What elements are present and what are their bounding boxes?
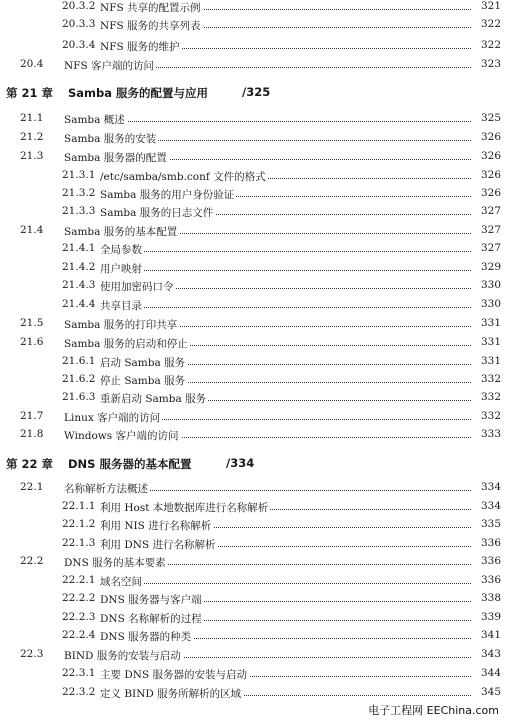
page-number: 321 xyxy=(480,0,501,12)
page-number: 322 xyxy=(480,18,501,30)
page-number: 339 xyxy=(480,611,501,623)
section-title: 域名空间 xyxy=(100,576,142,588)
page-number: 330 xyxy=(480,298,501,310)
chapter-heading xyxy=(0,81,505,101)
toc-subsection-entry[interactable] xyxy=(0,352,505,370)
toc-subsection-entry[interactable] xyxy=(0,515,505,533)
section-title: BIND 服务的安装与启动 xyxy=(64,650,181,662)
section-number: 21.8 xyxy=(20,428,44,440)
section-title: 用户映射 xyxy=(100,263,142,275)
chapter-label: 第 22 章 xyxy=(6,457,54,471)
watermark: 电子工程网 EEChina.com xyxy=(368,704,499,717)
section-number: 21.6 xyxy=(20,336,44,348)
section-number: 20.3.3 xyxy=(62,18,96,30)
section-number: 22.1.2 xyxy=(62,518,96,530)
section-title: 利用 NIS 进行名称解析 xyxy=(100,520,212,532)
chapter-heading xyxy=(0,452,505,472)
section-title: 定义 BIND 服务所解析的区域 xyxy=(100,688,242,700)
toc-section-entry[interactable] xyxy=(0,314,505,332)
chapter-title: DNS 服务器的基本配置 xyxy=(68,457,192,471)
section-number: 21.4.2 xyxy=(62,261,96,273)
section-title: NFS 服务的维护 xyxy=(100,41,180,53)
dot-leader xyxy=(100,307,471,308)
toc-section-entry[interactable] xyxy=(0,425,505,443)
section-title: 重新启动 Samba 服务 xyxy=(100,393,207,405)
section-title: 启动 Samba 服务 xyxy=(100,357,186,369)
toc-section-entry[interactable] xyxy=(0,128,505,146)
toc-subsection-entry[interactable] xyxy=(0,683,505,701)
page-number: 330 xyxy=(480,279,501,291)
toc-subsection-entry[interactable] xyxy=(0,497,505,515)
section-title: Samba 服务的日志文件 xyxy=(100,207,214,219)
section-title: NFS 客户端的访问 xyxy=(64,60,155,72)
page-number: 333 xyxy=(480,428,501,440)
toc-subsection-entry[interactable] xyxy=(0,571,505,589)
page-number: 327 xyxy=(480,205,501,217)
section-number: 20.4 xyxy=(20,58,44,70)
section-number: 21.6.2 xyxy=(62,373,96,385)
section-number: 22.2.1 xyxy=(62,574,96,586)
section-number: 21.4.1 xyxy=(62,242,96,254)
section-number: 22.3.2 xyxy=(62,686,96,698)
section-number: 22.3 xyxy=(20,648,44,660)
page-number: 341 xyxy=(480,629,501,641)
section-number: 22.1.1 xyxy=(62,500,96,512)
section-title: Samba 服务的用户身份验证 xyxy=(100,189,235,201)
section-number: 21.2 xyxy=(20,131,44,143)
section-title: 利用 DNS 进行名称解析 xyxy=(100,539,216,551)
chapter-label: 第 21 章 xyxy=(6,86,54,100)
section-title: NFS 共享的配置示例 xyxy=(100,2,201,14)
toc-subsection-entry[interactable] xyxy=(0,36,505,54)
page-number: 327 xyxy=(480,242,501,254)
toc-subsection-entry[interactable] xyxy=(0,184,505,202)
page-number: 325 xyxy=(480,112,501,124)
section-title: 使用加密码口令 xyxy=(100,281,174,293)
page-number: 326 xyxy=(480,131,501,143)
section-title: Samba 服务的基本配置 xyxy=(64,226,178,238)
section-number: 21.3.3 xyxy=(62,205,96,217)
section-number: 21.4.3 xyxy=(62,279,96,291)
toc-subsection-entry[interactable] xyxy=(0,276,505,294)
section-number: 20.3.4 xyxy=(62,39,96,51)
page-number: 335 xyxy=(480,518,501,530)
page-number: 332 xyxy=(480,410,501,422)
section-title: Samba 服务的打印共享 xyxy=(64,319,178,331)
page-number: 326 xyxy=(480,150,501,162)
page-number: 332 xyxy=(480,373,501,385)
page-number: 329 xyxy=(480,261,501,273)
page-number: 334 xyxy=(480,500,501,512)
toc-section-entry[interactable] xyxy=(0,147,505,165)
page-number: 345 xyxy=(480,686,501,698)
section-title: 全局参数 xyxy=(100,244,142,256)
section-number: 21.3.2 xyxy=(62,187,96,199)
section-number: 20.3.2 xyxy=(62,0,96,12)
toc-subsection-entry[interactable] xyxy=(0,202,505,220)
section-title: Samba 概述 xyxy=(64,114,125,126)
toc-subsection-entry[interactable] xyxy=(0,589,505,607)
page-number: 344 xyxy=(480,667,501,679)
toc-section-entry[interactable] xyxy=(0,333,505,351)
dot-leader xyxy=(100,251,471,252)
page-number: 334 xyxy=(480,481,501,493)
toc-subsection-entry[interactable] xyxy=(0,295,505,313)
toc-section-entry[interactable] xyxy=(0,478,505,496)
page-number: 336 xyxy=(480,574,501,586)
page-number: 332 xyxy=(480,391,501,403)
section-title: Samba 服务的安装 xyxy=(64,133,157,145)
section-title: DNS 服务的基本要素 xyxy=(64,557,166,569)
section-title: 共享目录 xyxy=(100,300,142,312)
page-number: 331 xyxy=(480,355,501,367)
toc-subsection-entry[interactable] xyxy=(0,258,505,276)
toc-subsection-entry[interactable] xyxy=(0,534,505,552)
section-number: 21.7 xyxy=(20,410,44,422)
section-title: DNS 服务器的种类 xyxy=(100,631,192,643)
section-number: 21.3 xyxy=(20,150,44,162)
chapter-page: /325 xyxy=(242,85,271,99)
section-number: 21.1 xyxy=(20,112,44,124)
section-number: 22.1.3 xyxy=(62,537,96,549)
section-number: 22.3.1 xyxy=(62,667,96,679)
section-number: 22.2 xyxy=(20,555,44,567)
page-number: 336 xyxy=(480,537,501,549)
toc-subsection-entry[interactable] xyxy=(0,239,505,257)
toc-subsection-entry[interactable] xyxy=(0,166,505,184)
toc-section-entry[interactable] xyxy=(0,221,505,239)
section-title: Samba 服务的启动和停止 xyxy=(64,338,188,350)
toc-subsection-entry[interactable] xyxy=(0,0,505,15)
section-title: /etc/samba/smb.conf 文件的格式 xyxy=(100,171,266,183)
page-number: 336 xyxy=(480,555,501,567)
toc-subsection-entry[interactable] xyxy=(0,664,505,682)
page-number: 322 xyxy=(480,39,501,51)
toc-subsection-entry[interactable] xyxy=(0,608,505,626)
section-number: 22.1 xyxy=(20,481,44,493)
page-number: 331 xyxy=(480,317,501,329)
section-number: 22.2.4 xyxy=(62,629,96,641)
page-number: 338 xyxy=(480,592,501,604)
section-number: 22.2.2 xyxy=(62,592,96,604)
page-number: 327 xyxy=(480,224,501,236)
chapter-title: Samba 服务的配置与应用 xyxy=(68,86,209,100)
section-number: 21.4.4 xyxy=(62,298,96,310)
section-title: 利用 Host 本地数据库进行名称解析 xyxy=(100,502,269,514)
section-title: DNS 服务器与客户端 xyxy=(100,594,202,606)
page-number: 343 xyxy=(480,648,501,660)
section-number: 21.5 xyxy=(20,317,44,329)
section-title: 名称解析方法概述 xyxy=(64,483,148,495)
toc-subsection-entry[interactable] xyxy=(0,15,505,33)
dot-leader xyxy=(100,270,471,271)
section-title: 主要 DNS 服务器的安装与启动 xyxy=(100,669,247,681)
toc-subsection-entry[interactable] xyxy=(0,370,505,388)
page-number: 326 xyxy=(480,169,501,181)
toc-subsection-entry[interactable] xyxy=(0,388,505,406)
toc-section-entry[interactable] xyxy=(0,407,505,425)
section-title: DNS 名称解析的过程 xyxy=(100,613,202,625)
page-number: 326 xyxy=(480,187,501,199)
section-number: 22.2.3 xyxy=(62,611,96,623)
section-number: 21.4 xyxy=(20,224,44,236)
section-number: 21.6.3 xyxy=(62,391,96,403)
dot-leader xyxy=(100,583,471,584)
page-number: 323 xyxy=(480,58,501,70)
chapter-page: /334 xyxy=(226,456,255,470)
section-number: 21.6.1 xyxy=(62,355,96,367)
section-title: Linux 客户端的访问 xyxy=(64,412,161,424)
toc-section-entry[interactable] xyxy=(0,645,505,663)
toc-subsection-entry[interactable] xyxy=(0,626,505,644)
toc-section-entry[interactable] xyxy=(0,109,505,127)
section-title: Samba 服务器的配置 xyxy=(64,152,167,164)
section-title: 停止 Samba 服务 xyxy=(100,375,186,387)
section-number: 21.3.1 xyxy=(62,169,96,181)
section-title: Windows 客户端的访问 xyxy=(64,430,179,442)
toc-section-entry[interactable] xyxy=(0,55,505,73)
section-title: NFS 服务的共享列表 xyxy=(100,20,201,32)
toc-section-entry[interactable] xyxy=(0,552,505,570)
page-number: 331 xyxy=(480,336,501,348)
